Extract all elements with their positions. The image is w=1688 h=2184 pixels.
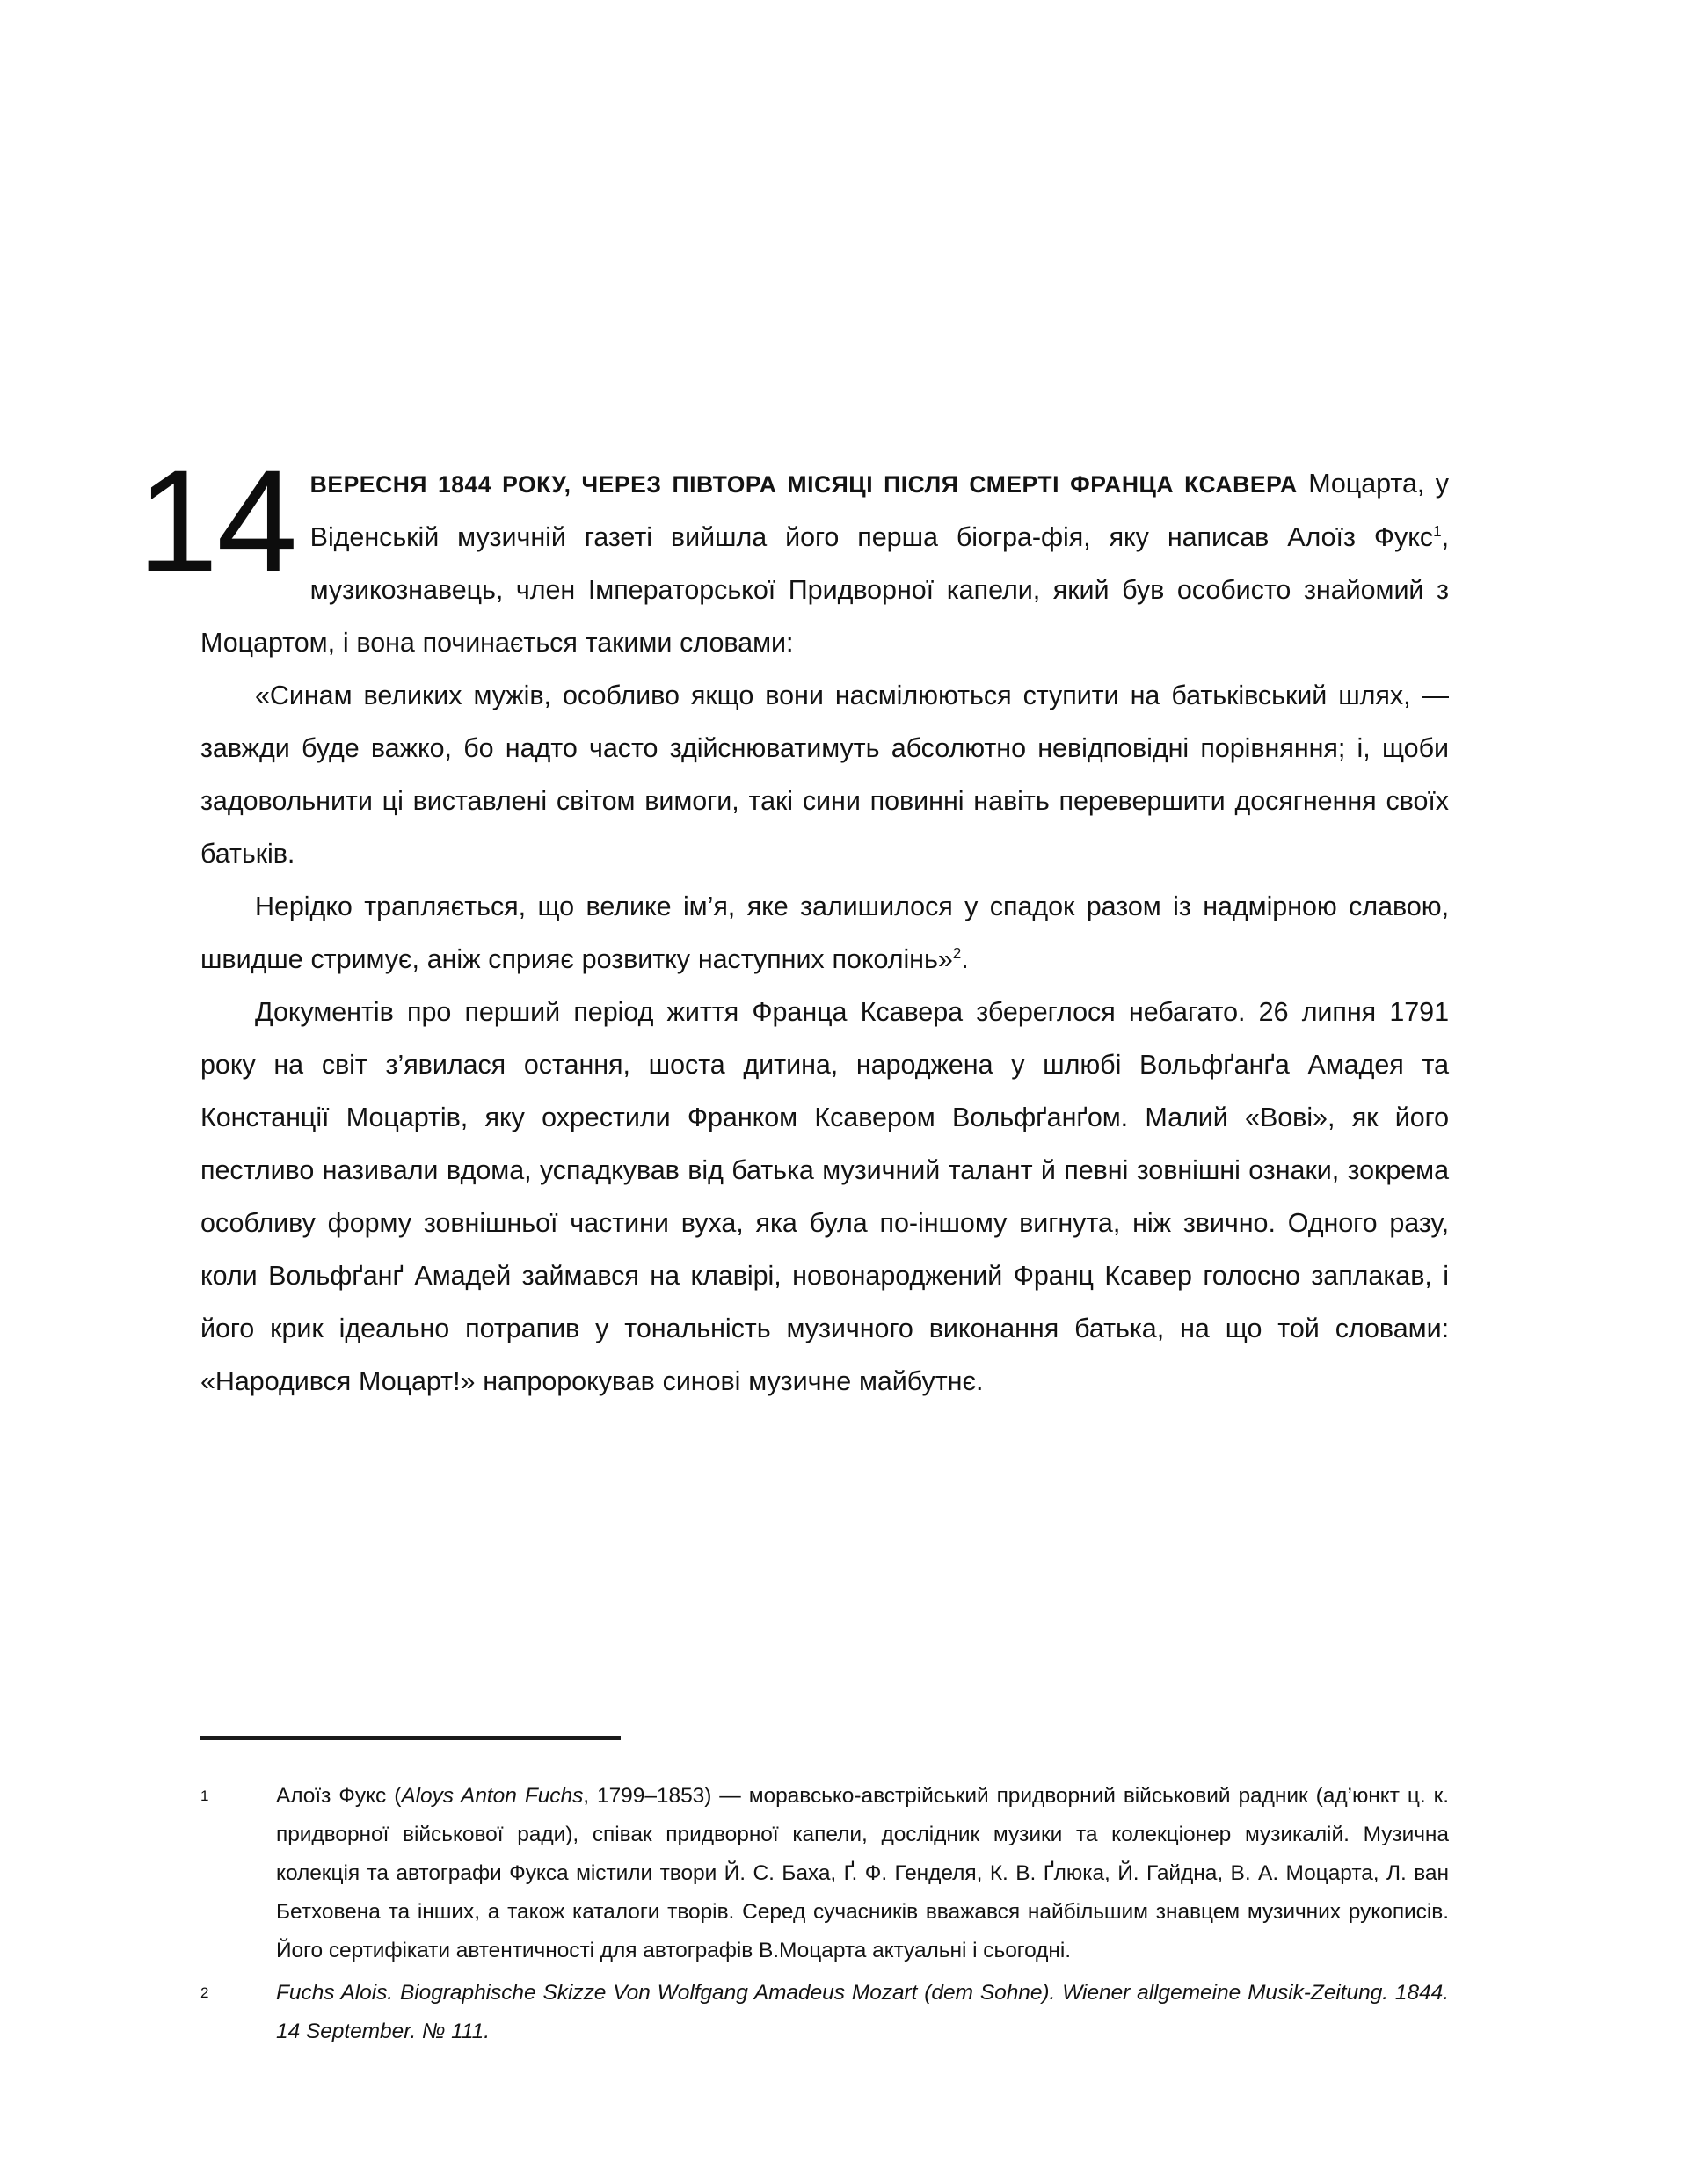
footnote-text-2: Fuchs Alois. Biographische Skizze Von Wolfgang Amadeus Mozart (dem Sohne). Wiener allgemeine Musik-Zeitung. 1844. 14 September. № 111. bbox=[276, 1981, 1449, 2043]
footnote-number-2: 2 bbox=[200, 1984, 209, 2001]
footnote-item-1 bbox=[200, 1777, 1449, 1970]
footnote-1-rest: , 1799–1853) — моравсько-австрійський придворний військовий радник (ад’юнкт ц. к. придворної військової ради), співак придворної капели, дослідник музики та колекціонер музикалій. Музична колекція та автографи Фукса містили твори Й. С. Баха, Ґ. Ф. Генделя, К. В. Ґлюка, Й. Гайдна, В. А. Моцарта, Л. ван Бетховена та інших, а також каталоги творів. Серед сучасників вважався найбільшим знавцем музичних рукописів. Його сертифікати автентичності для автографів В.Моцарта актуальні і сьогодні. bbox=[276, 1784, 1450, 1962]
paragraph-opening-part-a: Моцарта, у Віденській музичній газеті вийшла його перша біогра-фія, яку написав Алоїз Фукс bbox=[309, 469, 1449, 552]
footnote-number-1: 1 bbox=[200, 1787, 209, 1804]
footnote-section bbox=[200, 1736, 1449, 2055]
footnote-marker-2[interactable]: 2 bbox=[952, 944, 962, 962]
footnote-1-italic-title: Aloys Anton Fuchs bbox=[401, 1784, 584, 1808]
paragraph-opening-part-b: , музикознавець, член Імператорської Придворної капели, який був особисто знайомий з Моцартом, і вона починається такими словами: bbox=[200, 522, 1449, 658]
small-caps-lead-in: ВЕРЕСНЯ 1844 РОКУ, ЧЕРЕЗ ПІВТОРА МІСЯЦІ ПІСЛЯ СМЕРТІ ФРАНЦА КСАВЕРА bbox=[309, 471, 1298, 498]
paragraph-opening bbox=[137, 440, 1449, 669]
paragraph-quote-first: «Синам великих мужів, особливо якщо вони насмілюються ступити на батьківський шлях, — завжди буде важко, бо надто часто здійснюватимуть абсолютно невідповідні порівняння; і, щоби задовольнити ці виставлені світом вимоги, такі сини повинні навіть перевершити досягнення своїх батьків. bbox=[200, 681, 1449, 869]
paragraph-quote-second-tail: . bbox=[961, 944, 969, 974]
footnote-marker-1[interactable]: 1 bbox=[1433, 522, 1442, 540]
footnote-item-2 bbox=[200, 1974, 1449, 2051]
paragraph-biography: Документів про перший період життя Франца Ксавера збереглося небагато. 26 липня 1791 року на світ з’явилася остання, шоста дитина, народжена у шлюбі Вольфґанґа Амадея та Констанції Моцартів, яку охрестили Франком Ксавером Вольфґанґом. Малий «Вові», як його пестливо називали вдома, успадкував від батька музичний талант й певні зовнішні ознаки, зокрема особливу форму зовнішньої частини вуха, яка була по-іншому вигнута, ніж звично. Одного разу, коли Вольфґанґ Амадей займався на клавірі, новонароджений Франц Ксавер голосно заплакав, і його крик ідеально потрапив у тональність музичного виконання батька, на що той словами: «Народився Моцарт!» напророкував синові музичне майбутнє. bbox=[200, 997, 1449, 1396]
main-text-column bbox=[137, 440, 1449, 1408]
footnote-1-lead: Алоїз Фукс ( bbox=[276, 1784, 402, 1808]
drop-cap-14: 14 bbox=[137, 440, 296, 603]
paragraph-quote-second bbox=[200, 880, 1449, 986]
paragraph-quote-second-text: Нерідко трапляється, що велике ім’я, яке залишилося у спадок разом із надмірною славою, швидше стримує, аніж сприяє розвитку наступних поколінь» bbox=[200, 892, 1449, 974]
footnote-separator-rule bbox=[200, 1736, 621, 1740]
footnote-text-1 bbox=[276, 1777, 1449, 1970]
